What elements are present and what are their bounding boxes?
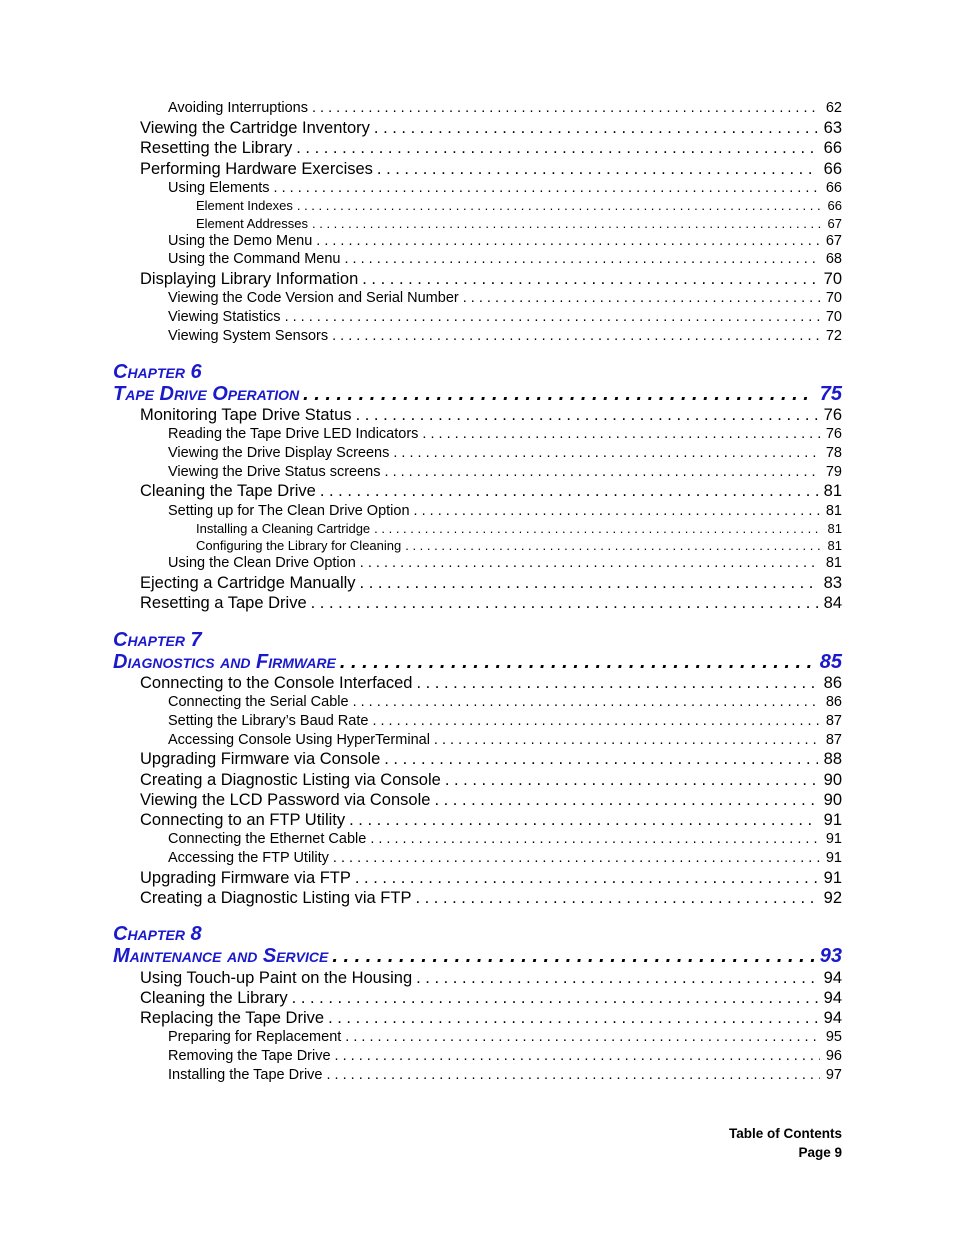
toc-entry-page: 91 bbox=[825, 831, 842, 847]
toc-entry-page: 87 bbox=[825, 732, 842, 748]
toc-entry-page: 95 bbox=[825, 1029, 842, 1045]
toc-entry-title: Resetting the Library bbox=[140, 139, 293, 157]
toc-entry[interactable] bbox=[140, 407, 842, 424]
dot-leader bbox=[384, 751, 817, 768]
toc-entry[interactable] bbox=[168, 310, 842, 325]
toc-entry-page: 75 bbox=[819, 383, 842, 405]
toc-entry-title: Tape Drive Operation bbox=[113, 383, 300, 405]
toc-entry-title: Element Indexes bbox=[196, 198, 293, 213]
dot-leader bbox=[344, 252, 819, 267]
toc-entry-title: Viewing the Cartridge Inventory bbox=[140, 119, 370, 137]
toc-entry-title: Diagnostics and Firmware bbox=[113, 651, 336, 673]
dot-leader bbox=[463, 291, 820, 306]
toc-entry-title: Replacing the Tape Drive bbox=[140, 1009, 325, 1027]
toc-entry-page: 92 bbox=[823, 889, 842, 907]
toc-entry-title: Upgrading Firmware via FTP bbox=[140, 869, 351, 887]
toc-entry[interactable] bbox=[140, 751, 842, 768]
toc-entry[interactable] bbox=[196, 522, 842, 535]
toc-entry[interactable] bbox=[168, 446, 842, 461]
toc-entry-title: Connecting to an FTP Utility bbox=[140, 811, 346, 829]
dot-leader bbox=[405, 539, 821, 552]
footer-section-title: Table of Contents bbox=[729, 1126, 842, 1141]
toc-entry-page: 81 bbox=[827, 521, 842, 536]
toc-entry-page: 94 bbox=[823, 989, 842, 1007]
toc-entry-page: 70 bbox=[825, 290, 842, 306]
toc-entry-page: 81 bbox=[827, 538, 842, 553]
toc-entry[interactable] bbox=[168, 329, 842, 344]
dot-leader bbox=[434, 733, 820, 748]
toc-entry[interactable] bbox=[168, 695, 842, 710]
toc-entry[interactable] bbox=[168, 101, 842, 116]
page-footer bbox=[729, 1124, 842, 1162]
toc-entry-page: 78 bbox=[825, 445, 842, 461]
toc-entry-page: 76 bbox=[823, 406, 842, 424]
toc-entry[interactable] bbox=[168, 252, 842, 267]
chapter-label: Chapter 6 bbox=[113, 361, 202, 383]
toc-entry-page: 66 bbox=[823, 160, 842, 178]
dot-leader bbox=[356, 407, 818, 424]
toc-entry[interactable] bbox=[196, 539, 842, 552]
toc-entry[interactable] bbox=[196, 199, 842, 212]
toc-entry[interactable] bbox=[168, 427, 842, 442]
toc-entry[interactable] bbox=[168, 556, 842, 571]
dot-leader bbox=[374, 120, 818, 137]
dot-leader bbox=[328, 1010, 818, 1027]
dot-leader bbox=[372, 714, 819, 729]
toc-entry-title: Viewing System Sensors bbox=[168, 328, 329, 344]
toc-entry[interactable] bbox=[140, 772, 842, 789]
toc-entry[interactable] bbox=[140, 595, 842, 612]
toc-entry[interactable] bbox=[168, 234, 842, 249]
toc-entry-page: 94 bbox=[823, 1009, 842, 1027]
toc-entry-title: Viewing the Drive Display Screens bbox=[168, 445, 390, 461]
dot-leader bbox=[312, 217, 822, 230]
toc-entry-title: Displaying Library Information bbox=[140, 270, 359, 288]
toc-entry[interactable] bbox=[168, 465, 842, 480]
toc-entry-title: Installing a Cleaning Cartridge bbox=[196, 521, 371, 536]
toc-entry-title: Cleaning the Tape Drive bbox=[140, 482, 316, 500]
toc-entry-page: 86 bbox=[823, 674, 842, 692]
toc-entry-page: 66 bbox=[825, 180, 842, 196]
dot-leader bbox=[327, 1068, 820, 1083]
toc-entry-page: 62 bbox=[825, 100, 842, 116]
dot-leader bbox=[415, 890, 817, 907]
toc-entry-title: Reading the Tape Drive LED Indicators bbox=[168, 426, 419, 442]
dot-leader bbox=[422, 427, 819, 442]
toc-entry-page: 72 bbox=[825, 328, 842, 344]
toc-entry-page: 88 bbox=[823, 750, 842, 768]
toc-entry-title: Preparing for Replacement bbox=[168, 1029, 342, 1045]
dot-leader bbox=[360, 556, 820, 571]
toc-entry-title: Avoiding Interruptions bbox=[168, 100, 308, 116]
toc-entry-title: Cleaning the Library bbox=[140, 989, 288, 1007]
dot-leader bbox=[335, 1049, 820, 1064]
dot-leader bbox=[274, 181, 820, 196]
chapter-title-entry[interactable] bbox=[113, 384, 842, 404]
toc-entry[interactable] bbox=[140, 675, 842, 692]
chapter-title-entry[interactable] bbox=[113, 652, 842, 672]
toc-entry-title: Maintenance and Service bbox=[113, 945, 329, 967]
toc-entry-page: 79 bbox=[825, 464, 842, 480]
dot-leader bbox=[362, 271, 817, 288]
dot-leader bbox=[311, 595, 818, 612]
toc-entry-title: Setting up for The Clean Drive Option bbox=[168, 503, 410, 519]
toc-entry[interactable] bbox=[140, 120, 842, 137]
toc-entry-page: 87 bbox=[825, 713, 842, 729]
toc-entry[interactable] bbox=[168, 1049, 842, 1064]
toc-entry-title: Installing the Tape Drive bbox=[168, 1067, 323, 1083]
dot-leader bbox=[340, 652, 814, 672]
toc-entry-page: 90 bbox=[823, 771, 842, 789]
dot-leader bbox=[353, 695, 820, 710]
toc-entry[interactable] bbox=[140, 140, 842, 157]
dot-leader bbox=[445, 772, 818, 789]
toc-entry-title: Creating a Diagnostic Listing via Console bbox=[140, 771, 441, 789]
toc-entry-page: 91 bbox=[823, 869, 842, 887]
dot-leader bbox=[416, 970, 818, 987]
toc-entry[interactable] bbox=[140, 575, 842, 592]
toc-entry-page: 83 bbox=[823, 574, 842, 592]
toc-entry-page: 66 bbox=[823, 139, 842, 157]
dot-leader bbox=[296, 140, 817, 157]
toc-entry[interactable] bbox=[196, 217, 842, 230]
dot-leader bbox=[434, 792, 817, 809]
dot-leader bbox=[333, 851, 820, 866]
toc-entry-title: Configuring the Library for Cleaning bbox=[196, 538, 402, 553]
dot-leader bbox=[320, 483, 818, 500]
toc-entry-page: 85 bbox=[819, 651, 842, 673]
toc-entry[interactable] bbox=[140, 1010, 842, 1027]
dot-leader bbox=[370, 832, 820, 847]
toc-entry[interactable] bbox=[168, 714, 842, 729]
toc-entry[interactable] bbox=[140, 890, 842, 907]
toc-entry-page: 63 bbox=[823, 119, 842, 137]
toc-entry-page: 94 bbox=[823, 969, 842, 987]
toc-entry-title: Using the Demo Menu bbox=[168, 233, 313, 249]
toc-entry-title: Connecting the Ethernet Cable bbox=[168, 831, 367, 847]
toc-entry-title: Upgrading Firmware via Console bbox=[140, 750, 381, 768]
chapter-label: Chapter 7 bbox=[113, 629, 202, 651]
toc-entry-title: Viewing the Code Version and Serial Number bbox=[168, 290, 459, 306]
toc-entry-page: 90 bbox=[823, 791, 842, 809]
toc-entry-page: 96 bbox=[825, 1048, 842, 1064]
toc-entry-page: 91 bbox=[823, 811, 842, 829]
dot-leader bbox=[316, 234, 820, 249]
toc-entry[interactable] bbox=[168, 181, 842, 196]
toc-entry-title: Accessing Console Using HyperTerminal bbox=[168, 732, 430, 748]
dot-leader bbox=[345, 1030, 820, 1045]
toc-entry[interactable] bbox=[140, 483, 842, 500]
dot-leader bbox=[377, 161, 818, 178]
toc-entry-title: Creating a Diagnostic Listing via FTP bbox=[140, 889, 412, 907]
dot-leader bbox=[385, 465, 820, 480]
toc-entry-title: Element Addresses bbox=[196, 216, 309, 231]
toc-entry-page: 86 bbox=[825, 694, 842, 710]
toc-entry[interactable] bbox=[168, 1030, 842, 1045]
toc-entry[interactable] bbox=[140, 271, 842, 288]
toc-entry-title: Accessing the FTP Utility bbox=[168, 850, 329, 866]
dot-leader bbox=[285, 310, 820, 325]
toc-entry-page: 68 bbox=[825, 251, 842, 267]
dot-leader bbox=[355, 870, 818, 887]
toc-entry-page: 84 bbox=[823, 594, 842, 612]
toc-entry-page: 70 bbox=[823, 270, 842, 288]
toc-entry-title: Using Elements bbox=[168, 180, 270, 196]
toc-entry-title: Performing Hardware Exercises bbox=[140, 160, 373, 178]
toc-entry-page: 81 bbox=[825, 503, 842, 519]
toc-entry-title: Monitoring Tape Drive Status bbox=[140, 406, 352, 424]
toc-entry-title: Ejecting a Cartridge Manually bbox=[140, 574, 356, 592]
toc-entry-page: 93 bbox=[819, 945, 842, 967]
toc-entry[interactable] bbox=[168, 1068, 842, 1083]
toc-entry-page: 70 bbox=[825, 309, 842, 325]
toc-entry-page: 76 bbox=[825, 426, 842, 442]
dot-leader bbox=[332, 329, 820, 344]
toc-entry-title: Connecting to the Console Interfaced bbox=[140, 674, 413, 692]
toc-entry-page: 81 bbox=[823, 482, 842, 500]
chapter-title-entry[interactable] bbox=[113, 946, 842, 966]
toc-entry[interactable] bbox=[140, 792, 842, 809]
chapter-label: Chapter 8 bbox=[113, 923, 202, 945]
footer-page-number: Page 9 bbox=[798, 1145, 842, 1160]
toc-entry-page: 81 bbox=[825, 555, 842, 571]
toc-entry[interactable] bbox=[168, 851, 842, 866]
dot-leader bbox=[360, 575, 818, 592]
toc-entry-page: 66 bbox=[827, 198, 842, 213]
toc-entry-title: Viewing Statistics bbox=[168, 309, 281, 325]
toc-entry-title: Connecting the Serial Cable bbox=[168, 694, 349, 710]
dot-leader bbox=[297, 199, 822, 212]
toc-entry[interactable] bbox=[140, 990, 842, 1007]
toc-entry-title: Removing the Tape Drive bbox=[168, 1048, 331, 1064]
dot-leader bbox=[332, 946, 813, 966]
dot-leader bbox=[374, 522, 821, 535]
toc-entry-page: 67 bbox=[827, 216, 842, 231]
dot-leader bbox=[393, 446, 820, 461]
toc-entry[interactable] bbox=[140, 812, 842, 829]
dot-leader bbox=[414, 504, 820, 519]
toc-entry[interactable] bbox=[168, 504, 842, 519]
toc-entry-title: Using the Command Menu bbox=[168, 251, 341, 267]
toc-entry-title: Viewing the Drive Status screens bbox=[168, 464, 381, 480]
toc-entry-page: 67 bbox=[825, 233, 842, 249]
toc-entry[interactable] bbox=[168, 733, 842, 748]
toc-entry[interactable] bbox=[140, 870, 842, 887]
dot-leader bbox=[303, 384, 814, 404]
dot-leader bbox=[349, 812, 818, 829]
toc-entry[interactable] bbox=[168, 291, 842, 306]
toc-entry-page: 91 bbox=[825, 850, 842, 866]
dot-leader bbox=[416, 675, 817, 692]
dot-leader bbox=[292, 990, 818, 1007]
toc-entry[interactable] bbox=[140, 970, 842, 987]
toc-entry-page: 97 bbox=[825, 1067, 842, 1083]
toc-entry-title: Viewing the LCD Password via Console bbox=[140, 791, 431, 809]
toc-entry[interactable] bbox=[168, 832, 842, 847]
toc-entry-title: Using the Clean Drive Option bbox=[168, 555, 356, 571]
dot-leader bbox=[312, 101, 820, 116]
toc-entry-title: Using Touch-up Paint on the Housing bbox=[140, 969, 413, 987]
toc-entry-title: Resetting a Tape Drive bbox=[140, 594, 307, 612]
toc-entry-title: Setting the Library’s Baud Rate bbox=[168, 713, 369, 729]
toc-entry[interactable] bbox=[140, 161, 842, 178]
